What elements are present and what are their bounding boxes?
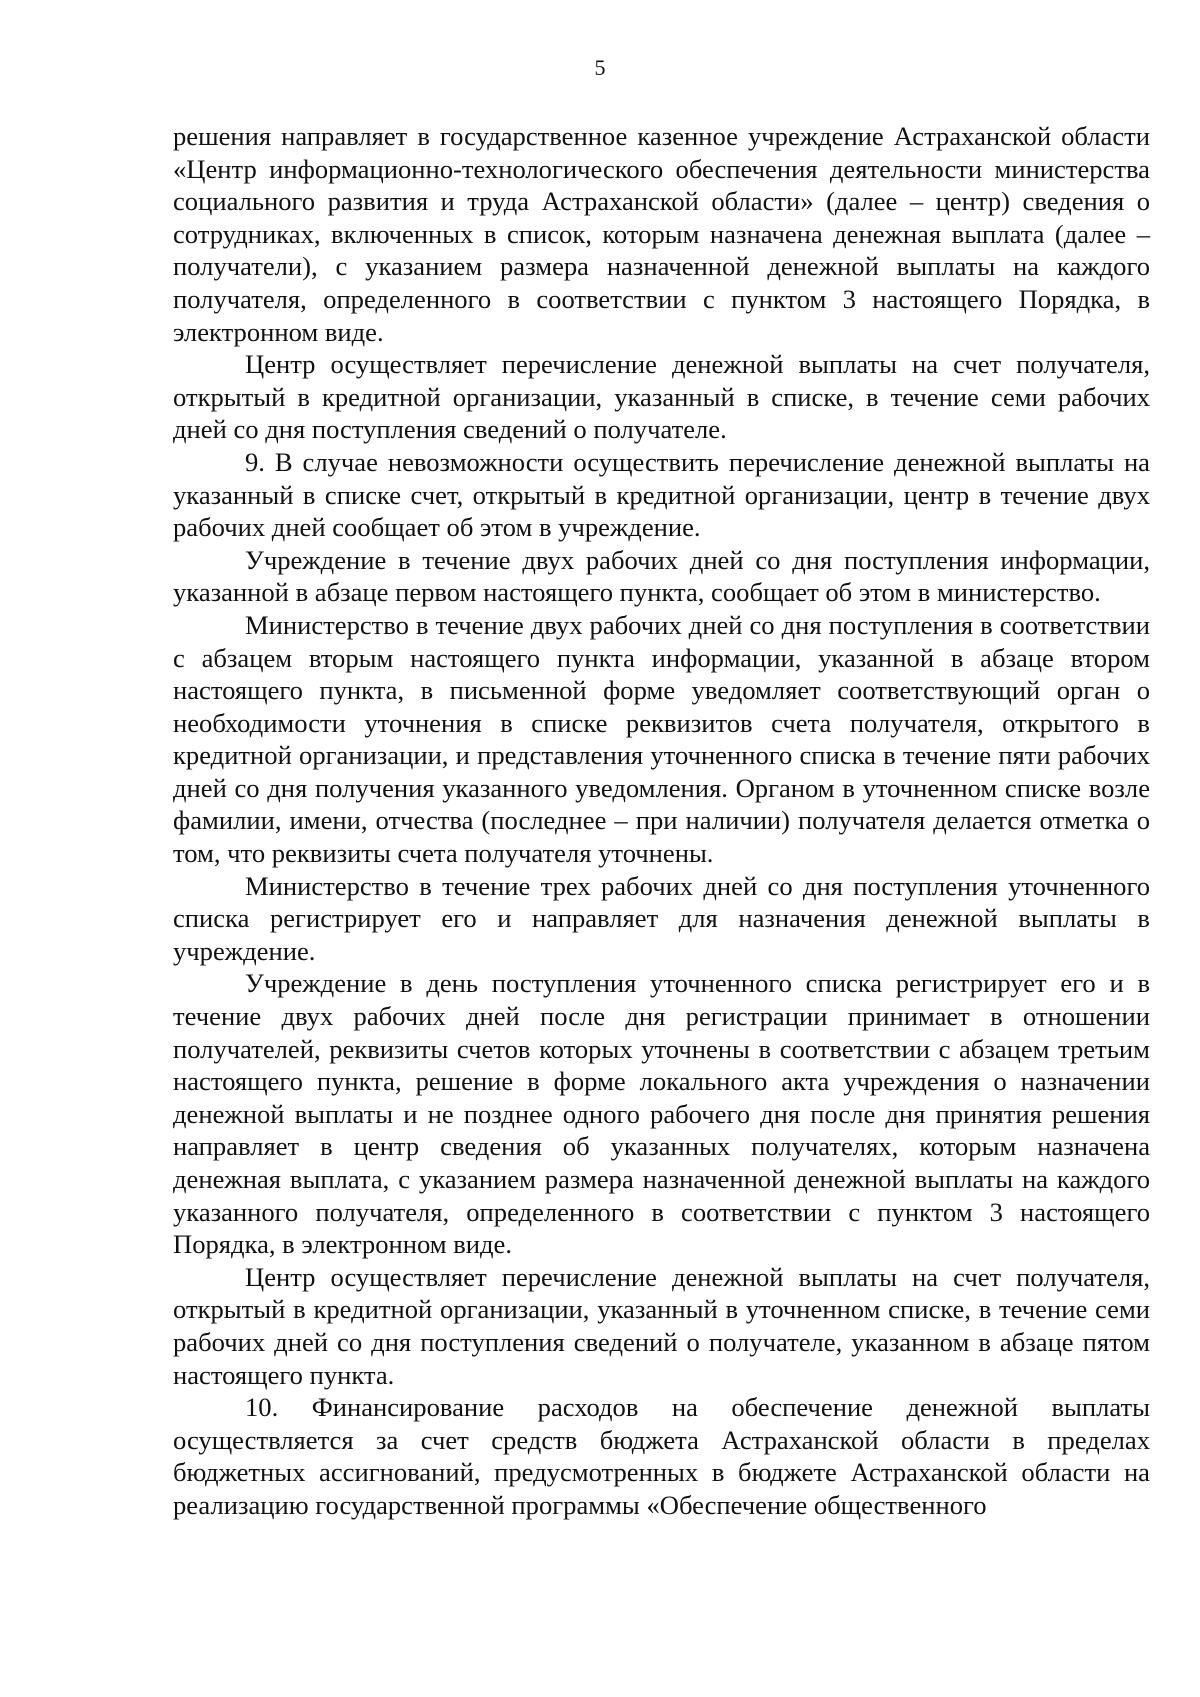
- paragraph-center-transfer-updated: Центр осуществляет перечисление денежной выплаты на счет получателя, открытый в кредитной организации, указанный в уточненном списке, в течение семи рабочих дней со дня поступления сведений о получателе, указанном в абзаце пятом настоящего пункта.: [173, 1261, 1150, 1390]
- paragraph-center-transfer: Центр осуществляет перечисление денежной выплаты на счет получателя, открытый в кредитной организации, указанный в списке, в течение семи рабочих дней со дня поступления сведений о получателе.: [173, 349, 1150, 445]
- paragraph-ministry-registration: Министерство в течение трех рабочих дней со дня поступления уточненного списка регистрирует его и направляет для назначения денежной выплаты в учреждение.: [173, 870, 1150, 966]
- paragraph-item-10: 10. Финансирование расходов на обеспечение денежной выплаты осуществляется за счет средств бюджета Астраханской области в пределах бюджетных ассигнований, предусмотренных в бюджете Астраханской области на реализацию государственной программы «Обеспечение общественного: [173, 1392, 1150, 1520]
- paragraph-ministry-notice: Министерство в течение двух рабочих дней со дня поступления в соответствии с абзацем вторым настоящего пункта информации, указанной в абзаце втором настоящего пункта, в письменной форме уведомляет соответствующий орган о необходимости уточнения в списке реквизитов счета получателя, открытого в кредитной организации, и представления уточненного списка в течение пяти рабочих дней со дня получения указанного уведомления. Органом в уточненном списке возле фамилии, имени, отчества (последнее – при наличии) получателя делается отметка о том, что реквизиты счета получателя уточнены.: [173, 609, 1150, 869]
- paragraph-institution-notice: Учреждение в течение двух рабочих дней со дня поступления информации, указанной в абзаце первом настоящего пункта, сообщает об этом в министерство.: [173, 544, 1150, 608]
- paragraph-item-9: 9. В случае невозможности осуществить перечисление денежной выплаты на указанный в списке счет, открытый в кредитной организации, центр в течение двух рабочих дней сообщает об этом в учреждение.: [173, 446, 1150, 543]
- document-body: [173, 120, 1150, 1522]
- paragraph-institution-decision: Учреждение в день поступления уточненного списка регистрирует его и в течение двух рабочих дней после дня регистрации принимает в отношении получателей, реквизиты счетов которых уточнены в соответствии с абзацем третьим настоящего пункта, решение в форме локального акта учреждения о назначении денежной выплаты и не позднее одного рабочего дня после дня принятия решения направляет в центр сведения об указанных получателях, которым назначена денежная выплата, с указанием размера назначенной денежной выплаты на каждого указанного получателя, определенного в соответствии с пунктом 3 настоящего Порядка, в электронном виде.: [173, 968, 1150, 1260]
- paragraph-continuation: решения направляет в государственное казенное учреждение Астраханской области «Центр информационно-технологического обеспечения деятельности министерства социального развития и труда Астраханской области» (далее – центр) сведения о сотрудниках, включенных в список, которым назначена денежная выплата (далее – получатели), с указанием размера назначенной денежной выплаты на каждого получателя, определенного в соответствии с пунктом 3 настоящего Порядка, в электронном виде.: [173, 121, 1150, 347]
- page-number: 5: [594, 55, 606, 80]
